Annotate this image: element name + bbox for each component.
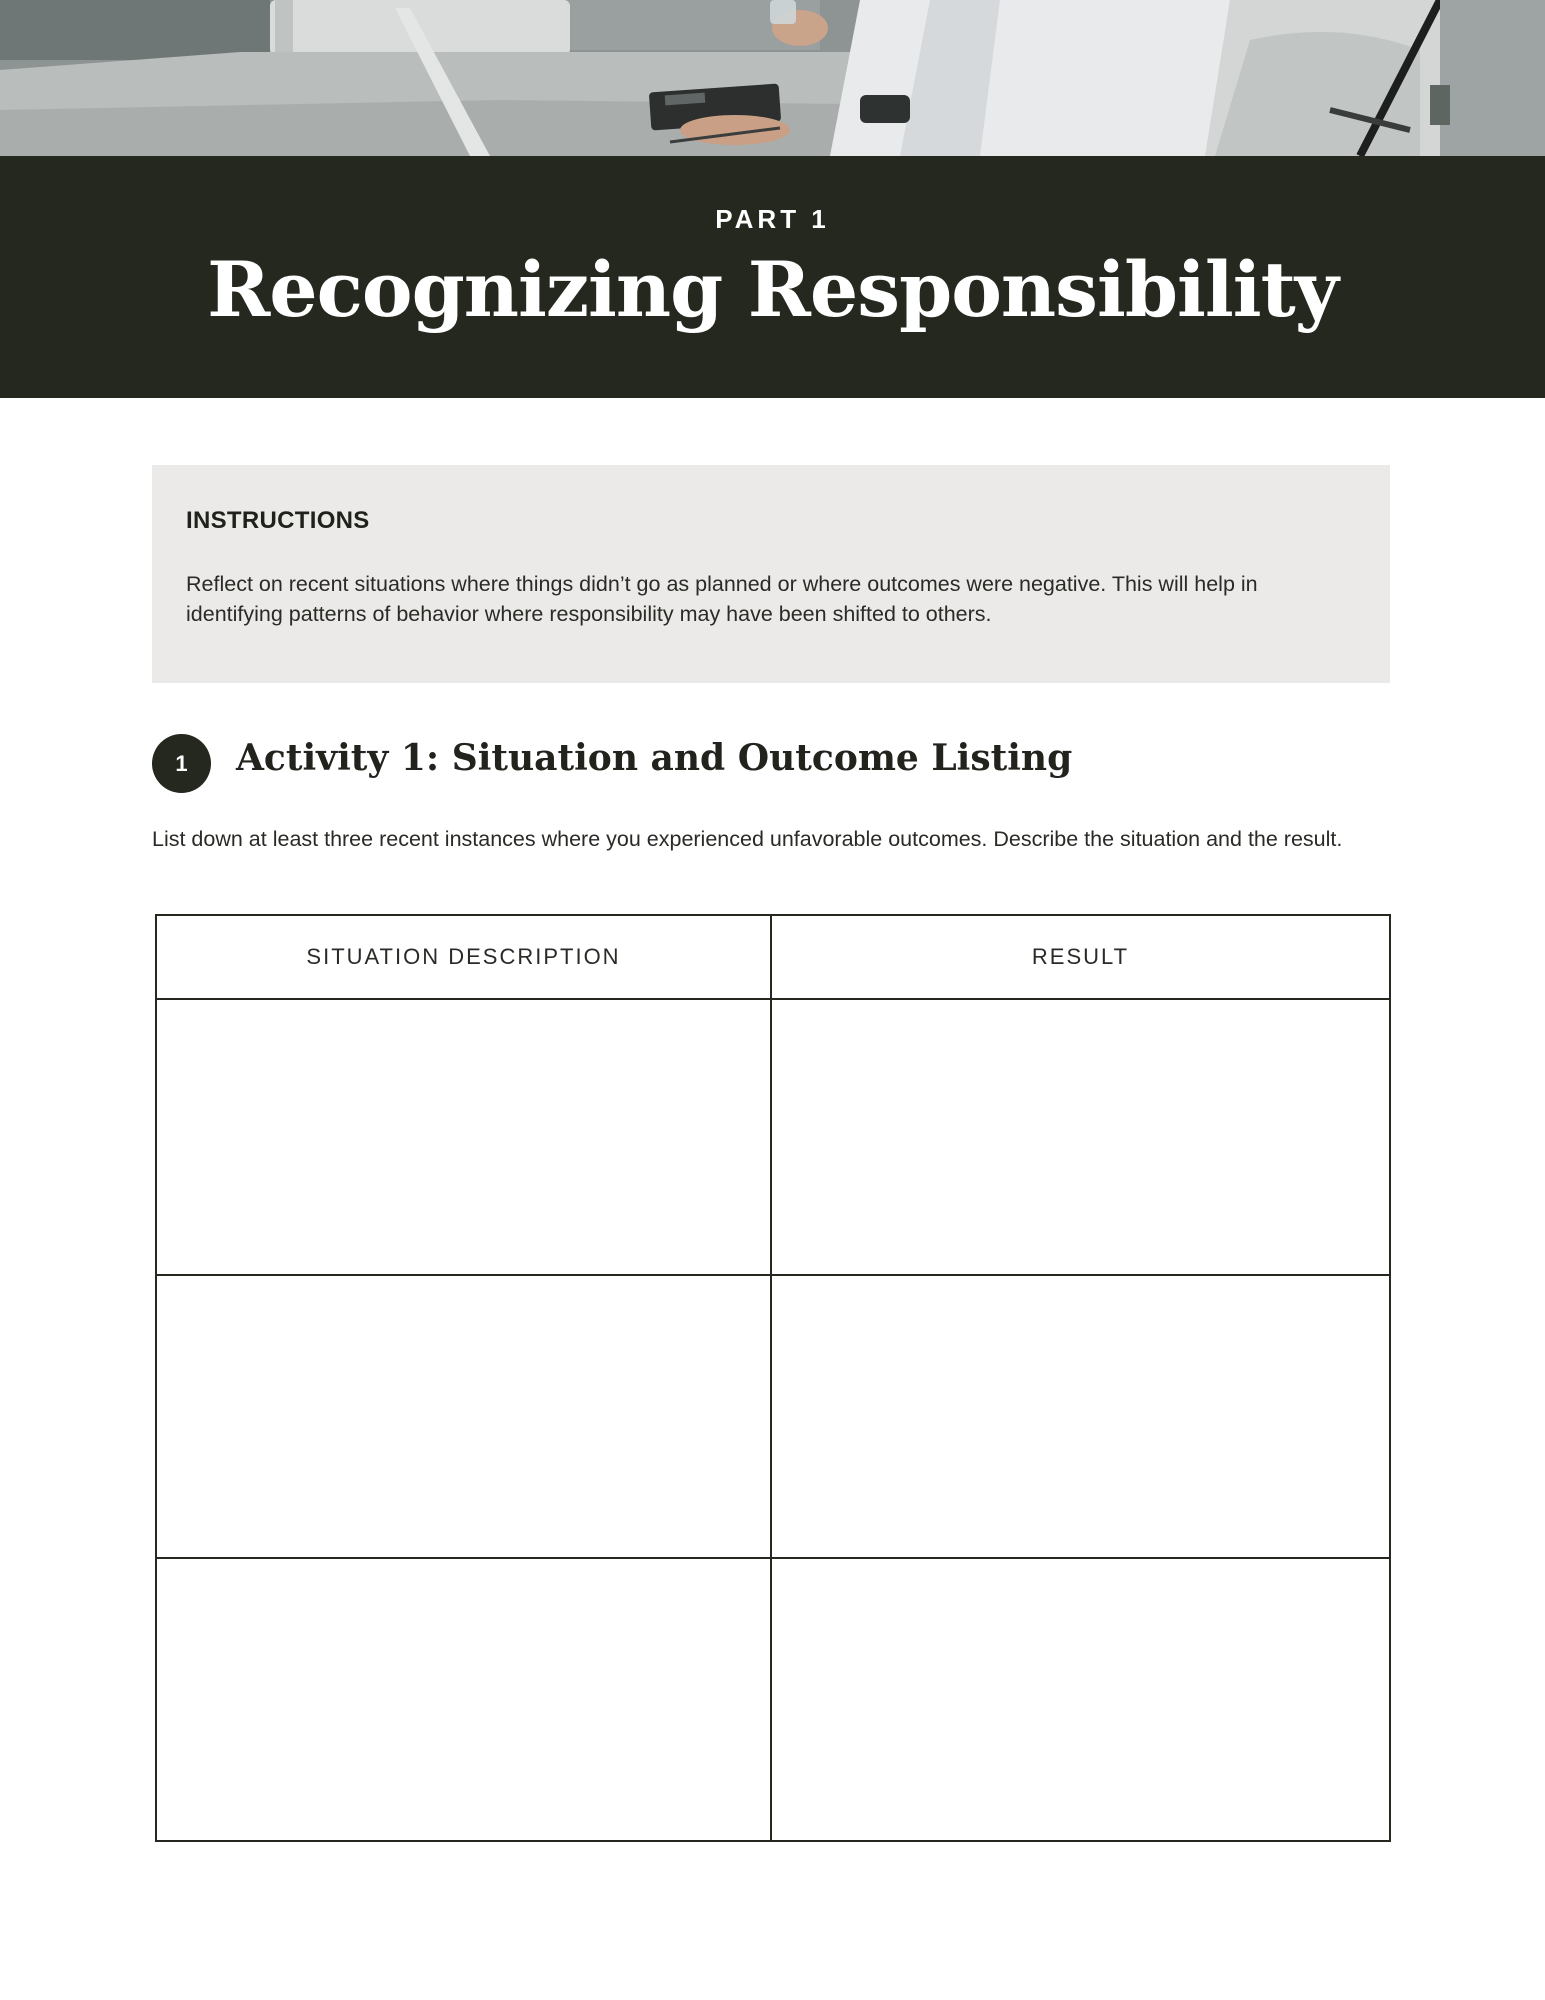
- situation-cell[interactable]: [156, 999, 771, 1275]
- instructions-text: Reflect on recent situations where things didn’t go as planned or where outcomes were negative. This will help in identifying patterns of behavior where responsibility may have been shifted to others.: [186, 572, 1258, 626]
- activity-description: List down at least three recent instances where you experienced unfavorable outcomes. Describe the situation and the result.: [152, 827, 1343, 851]
- header-photo: [0, 0, 1545, 156]
- table-header-row: [156, 915, 1390, 999]
- activity-title: Activity 1: Situation and Outcome Listing: [236, 737, 1073, 779]
- table-row: [156, 1275, 1390, 1558]
- instructions-box: [152, 465, 1390, 683]
- column-header-result: RESULT: [771, 915, 1390, 999]
- situation-outcome-table: [155, 914, 1391, 1842]
- header-band: [0, 156, 1545, 398]
- part-label: PART 1: [715, 204, 830, 234]
- result-cell[interactable]: [771, 1558, 1390, 1841]
- page-title: Recognizing Responsibility: [207, 245, 1338, 334]
- situation-cell[interactable]: [156, 1558, 771, 1841]
- table-row: [156, 999, 1390, 1275]
- office-desk-photo: [0, 0, 1545, 156]
- result-cell[interactable]: [771, 999, 1390, 1275]
- result-cell[interactable]: [771, 1275, 1390, 1558]
- situation-cell[interactable]: [156, 1275, 771, 1558]
- table-row: [156, 1558, 1390, 1841]
- column-header-situation: SITUATION DESCRIPTION: [156, 915, 771, 999]
- activity-number-badge: 1: [152, 734, 211, 793]
- instructions-title: INSTRUCTIONS: [186, 507, 370, 534]
